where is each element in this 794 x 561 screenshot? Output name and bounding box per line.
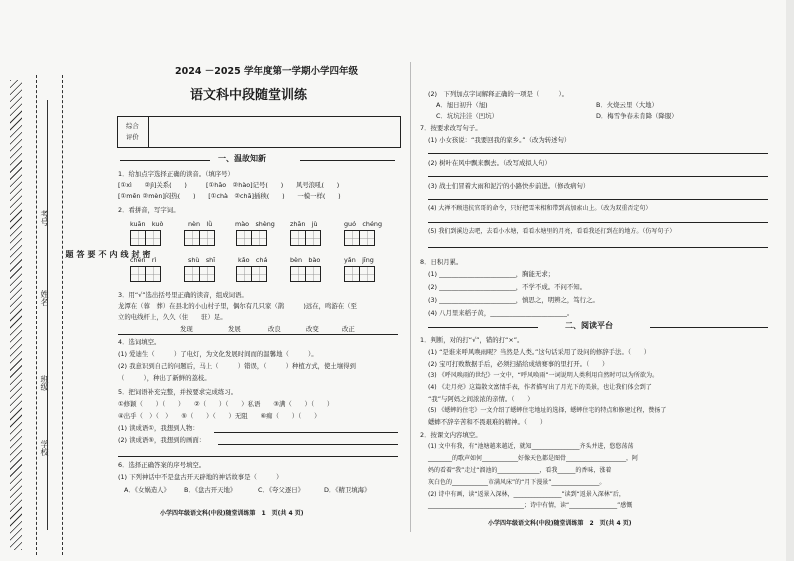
reading-q1-1: (1) “是谁来呼风唤雨呢？当然是人类。”这句话采用了设问的修辞手法。（ ） bbox=[428, 348, 651, 356]
q3-prompt: 3．用“√”选出括号里正确的读音，组成词语。 bbox=[118, 291, 248, 299]
score-label-1: 综合 bbox=[126, 122, 139, 130]
q5-sub1: (1) 读成语①，我想到人物： bbox=[118, 424, 199, 432]
q8-prompt: 8．日积月累。 bbox=[420, 258, 463, 266]
q6-option-d[interactable]: D．《精卫填海》 bbox=[324, 486, 371, 494]
char-box[interactable] bbox=[251, 266, 267, 282]
page-divider bbox=[410, 62, 411, 532]
char-box[interactable] bbox=[251, 230, 267, 246]
q7-5: (5) 我们到溪边去吧，去看小水塘，看看水塘里的月亮，看看我还打到在的地方。（仿写句子） bbox=[428, 228, 676, 235]
char-box[interactable] bbox=[344, 266, 360, 282]
q5-row1: ①修颖（ ）（ ） ②（ ）（ ）私语 ③满（ ）（ ） bbox=[118, 400, 334, 408]
reading-q2-1c: 妈的看着“我”走过“溜池的______________，看我______的香味，涨着 bbox=[428, 467, 612, 474]
section2-title: 二、阅读平台 bbox=[565, 321, 613, 330]
q7-1-answer-line[interactable] bbox=[428, 153, 768, 154]
q7-3: (3) 战士们冒着大雨和泥泞的小路快步前进。（修改病句） bbox=[428, 182, 590, 190]
char-box[interactable] bbox=[305, 266, 321, 282]
q7-5-answer-line[interactable] bbox=[428, 247, 768, 248]
q1-row2: [①mēn ②mèn]闷热( ) [①chà ②chā]插秧( ) 一模一样( ) bbox=[118, 192, 341, 200]
pinyin: bèn bào bbox=[290, 256, 321, 264]
pinyin: shù shī bbox=[188, 256, 215, 264]
hatch-strip bbox=[10, 80, 22, 550]
school-label: 学校 bbox=[40, 440, 49, 456]
name-label: 姓名 bbox=[40, 290, 49, 306]
q4-sentence1: (1) 爱迪生（ ）了电灯，为文化发展时间而的温馨地（ ）。 bbox=[118, 350, 318, 358]
char-box[interactable] bbox=[290, 230, 306, 246]
q3-text2: 立的电线杆上，久久（住 驻）足。 bbox=[118, 313, 227, 321]
q6-2-option-c[interactable]: C．坑坑洼洼（凹坑） bbox=[436, 112, 498, 120]
section1-title: 一、温故知新 bbox=[218, 154, 266, 163]
q8-4: (4) 八月里来稻子黄，________________________。 bbox=[428, 309, 574, 317]
q6-sub1: (1) 下列神话中不是盘古开天辟地的神话故事是（ ） bbox=[118, 473, 283, 481]
reading-q1-4: (4) 《走月亮》这篇散文富情手表，作者描写出了月光下的美景，也让我们体会到了 bbox=[428, 384, 652, 391]
q5-prompt: 5．把词语补充完整，并按要求完成练习。 bbox=[118, 388, 238, 396]
pinyin: kuān kuò bbox=[130, 220, 164, 228]
pinyin: kǎo chá bbox=[238, 256, 268, 264]
char-box[interactable] bbox=[290, 266, 306, 282]
q8-3: (3) ________________________，慎思之，明辨之，笃行之。 bbox=[428, 296, 599, 304]
char-box[interactable] bbox=[199, 230, 215, 246]
q6-option-b[interactable]: B．《盘古开天地》 bbox=[184, 486, 237, 494]
reading-q2-1: (1) 文中有我，有“池塘越来越近，就知________________齐头并进，悠悠荡荡 bbox=[428, 443, 634, 450]
q3-text1: 龙潭在（蓉 葬）在县北的小山村子里，偶尔有几只家（鹊 )远在，鸣游在（至 bbox=[118, 302, 357, 310]
reading-q2-1b: ________的歌声如何____________好像天色都是图骨____________________，阿 bbox=[428, 455, 639, 462]
page2-footer: 小学四年级语文科(中段)随堂训练第 2 页(共 4 页) bbox=[488, 520, 632, 527]
q7-4-answer-line[interactable] bbox=[428, 222, 768, 223]
char-box[interactable] bbox=[184, 230, 200, 246]
q6-2-option-d[interactable]: D．梅雪争春未肯降（降服） bbox=[596, 112, 678, 120]
reading-q2-2: (2) 诗中有画，读“返景入深林，________________”读到“返景入深林”后， bbox=[428, 491, 625, 498]
q4-word-bank: 发现 发展 改良 改变 改正 bbox=[180, 325, 355, 333]
fill-line bbox=[47, 100, 48, 530]
q7-prompt: 7．按要求改写句子。 bbox=[420, 124, 482, 132]
reading-q1-3: (3) 《呼风唤雨的世纪》一文中，“呼风唤雨”一词说明人类利用自然时可以为所欲为。 bbox=[428, 372, 659, 379]
char-box[interactable] bbox=[236, 266, 252, 282]
page1-footer: 小学四年级语文科(中段)随堂训练第 1 页(共 4 页) bbox=[160, 510, 304, 517]
reading-q1-prompt: 1．判断，对的打“√”，错的打“×”。 bbox=[420, 336, 524, 344]
char-box[interactable] bbox=[305, 230, 321, 246]
pinyin: yǎn jīng bbox=[344, 256, 374, 264]
q4-sentence2: (2) 我意识到自己的问题后，马上（ ）错误，（ ）种植方式，使土壤得到 bbox=[118, 362, 356, 370]
char-box[interactable] bbox=[130, 266, 146, 282]
pinyin: zhān jù bbox=[290, 220, 318, 228]
q4-sentence3: （ ），种出了新鲜的荔枝。 bbox=[118, 374, 211, 382]
q5-answer-line-3[interactable] bbox=[118, 456, 398, 457]
pinyin: nèn lǜ bbox=[188, 220, 213, 228]
class-label: 班级 bbox=[40, 375, 49, 391]
score-box bbox=[117, 116, 401, 148]
q1-row1: [①xì ②jì]关系( ) [①hāo ②hào]记号( ) 风号浪吼( ) bbox=[118, 181, 340, 189]
q7-4: (4) 大禅不顾违抗官哥的命令，只好把雪米相和带到高加索山上。（改为双重否定句） bbox=[428, 205, 652, 212]
char-box[interactable] bbox=[199, 266, 215, 282]
char-box[interactable] bbox=[236, 230, 252, 246]
reading-q1-4b: “我”与阿妈之间浓浓的亲情。（ ） bbox=[428, 395, 534, 403]
q8-2: (2) ________________________，不学不成。不问不知。 bbox=[428, 283, 587, 291]
reading-q1-2: (2) 宝可打败数据手后，必须扫描给成绩赛事的里打开。（ ） bbox=[428, 360, 609, 368]
q6-option-c[interactable]: C．《夸父逐日》 bbox=[258, 486, 304, 494]
exam-header-line1: 2024 －2025 学年度第一学期小学四年级 bbox=[175, 66, 358, 77]
q8-1: (1) ________________________，胸能无求； bbox=[428, 270, 555, 278]
q5-row2: ④出乎（ ）（ ） ⑤（ ）（ ）无阻 ⑥痴（ ）（ ） bbox=[118, 412, 321, 420]
reading-q2-1d: 灰白色的____________市满风床”的“月下漫景”________________。 bbox=[428, 479, 606, 486]
exam-title: 语文科中段随堂训练 bbox=[190, 88, 308, 103]
pinyin: chén rì bbox=[130, 256, 157, 264]
char-box[interactable] bbox=[145, 230, 161, 246]
q6-2-option-a[interactable]: A．旭日初升（旭) bbox=[436, 101, 488, 109]
seal-dash-line-2 bbox=[62, 75, 63, 555]
q6-option-a[interactable]: A．《女娲造人》 bbox=[124, 486, 170, 494]
q6-2-option-b[interactable]: B．火烧云里（大地） bbox=[596, 101, 658, 109]
q7-3-answer-line[interactable] bbox=[428, 199, 768, 200]
reading-q1-5b: 蟋蟀不辞辛苦和不畏艰难的精神。（ ） bbox=[428, 418, 547, 426]
char-box[interactable] bbox=[145, 266, 161, 282]
student-number-label: 考号 bbox=[40, 210, 49, 226]
reading-q1-5: (5) 《蟋蟀的住宅》一文介绍了蟋蟀住宅地址的选择，蟋蟀住宅的特点和修建过程，赞扬了 bbox=[428, 407, 667, 414]
char-box[interactable] bbox=[344, 230, 360, 246]
q6-2-prompt: (2) 下列加点字词解释正确的一项是（ ）。 bbox=[428, 90, 569, 98]
q2-prompt: 2．看拼音，写字词。 bbox=[118, 206, 180, 214]
score-label-2: 评价 bbox=[126, 133, 139, 141]
q5-answer-line-1[interactable] bbox=[214, 432, 398, 433]
pinyin: mào shèng bbox=[235, 220, 275, 228]
scan-edge bbox=[786, 0, 794, 561]
seal-dash-line-1 bbox=[36, 75, 37, 555]
q4-prompt: 4．选词填空。 bbox=[118, 338, 161, 346]
pinyin: guó chéng bbox=[344, 220, 383, 228]
char-box[interactable] bbox=[359, 230, 375, 246]
reading-q2-2b: ________________________________；诗中有情，读“________________”感慨 bbox=[428, 502, 633, 509]
q5-answer-line-2[interactable] bbox=[218, 444, 398, 445]
reading-q2-prompt: 2．按课文内容填空。 bbox=[420, 431, 482, 439]
char-box[interactable] bbox=[130, 230, 146, 246]
seal-warning: 密 封 线 内 不 要 答 题 bbox=[65, 250, 151, 258]
char-box[interactable] bbox=[359, 266, 375, 282]
q7-1: (1) 小女孩说：“我要回我的家乡。”（改为转述句） bbox=[428, 136, 571, 144]
q6-prompt: 6．选择正确答案的序号填空。 bbox=[118, 461, 206, 469]
q7-2: (2) 树叶在风中飘来飘去。（改写成拟人句） bbox=[428, 159, 551, 167]
q1-prompt: 1．给加点字选择正确的读音。（填序号） bbox=[118, 170, 234, 178]
q5-sub2: (2) 读成语⑤，我想到的画面： bbox=[118, 436, 206, 444]
char-box[interactable] bbox=[184, 266, 200, 282]
q7-2-answer-line[interactable] bbox=[428, 176, 768, 177]
